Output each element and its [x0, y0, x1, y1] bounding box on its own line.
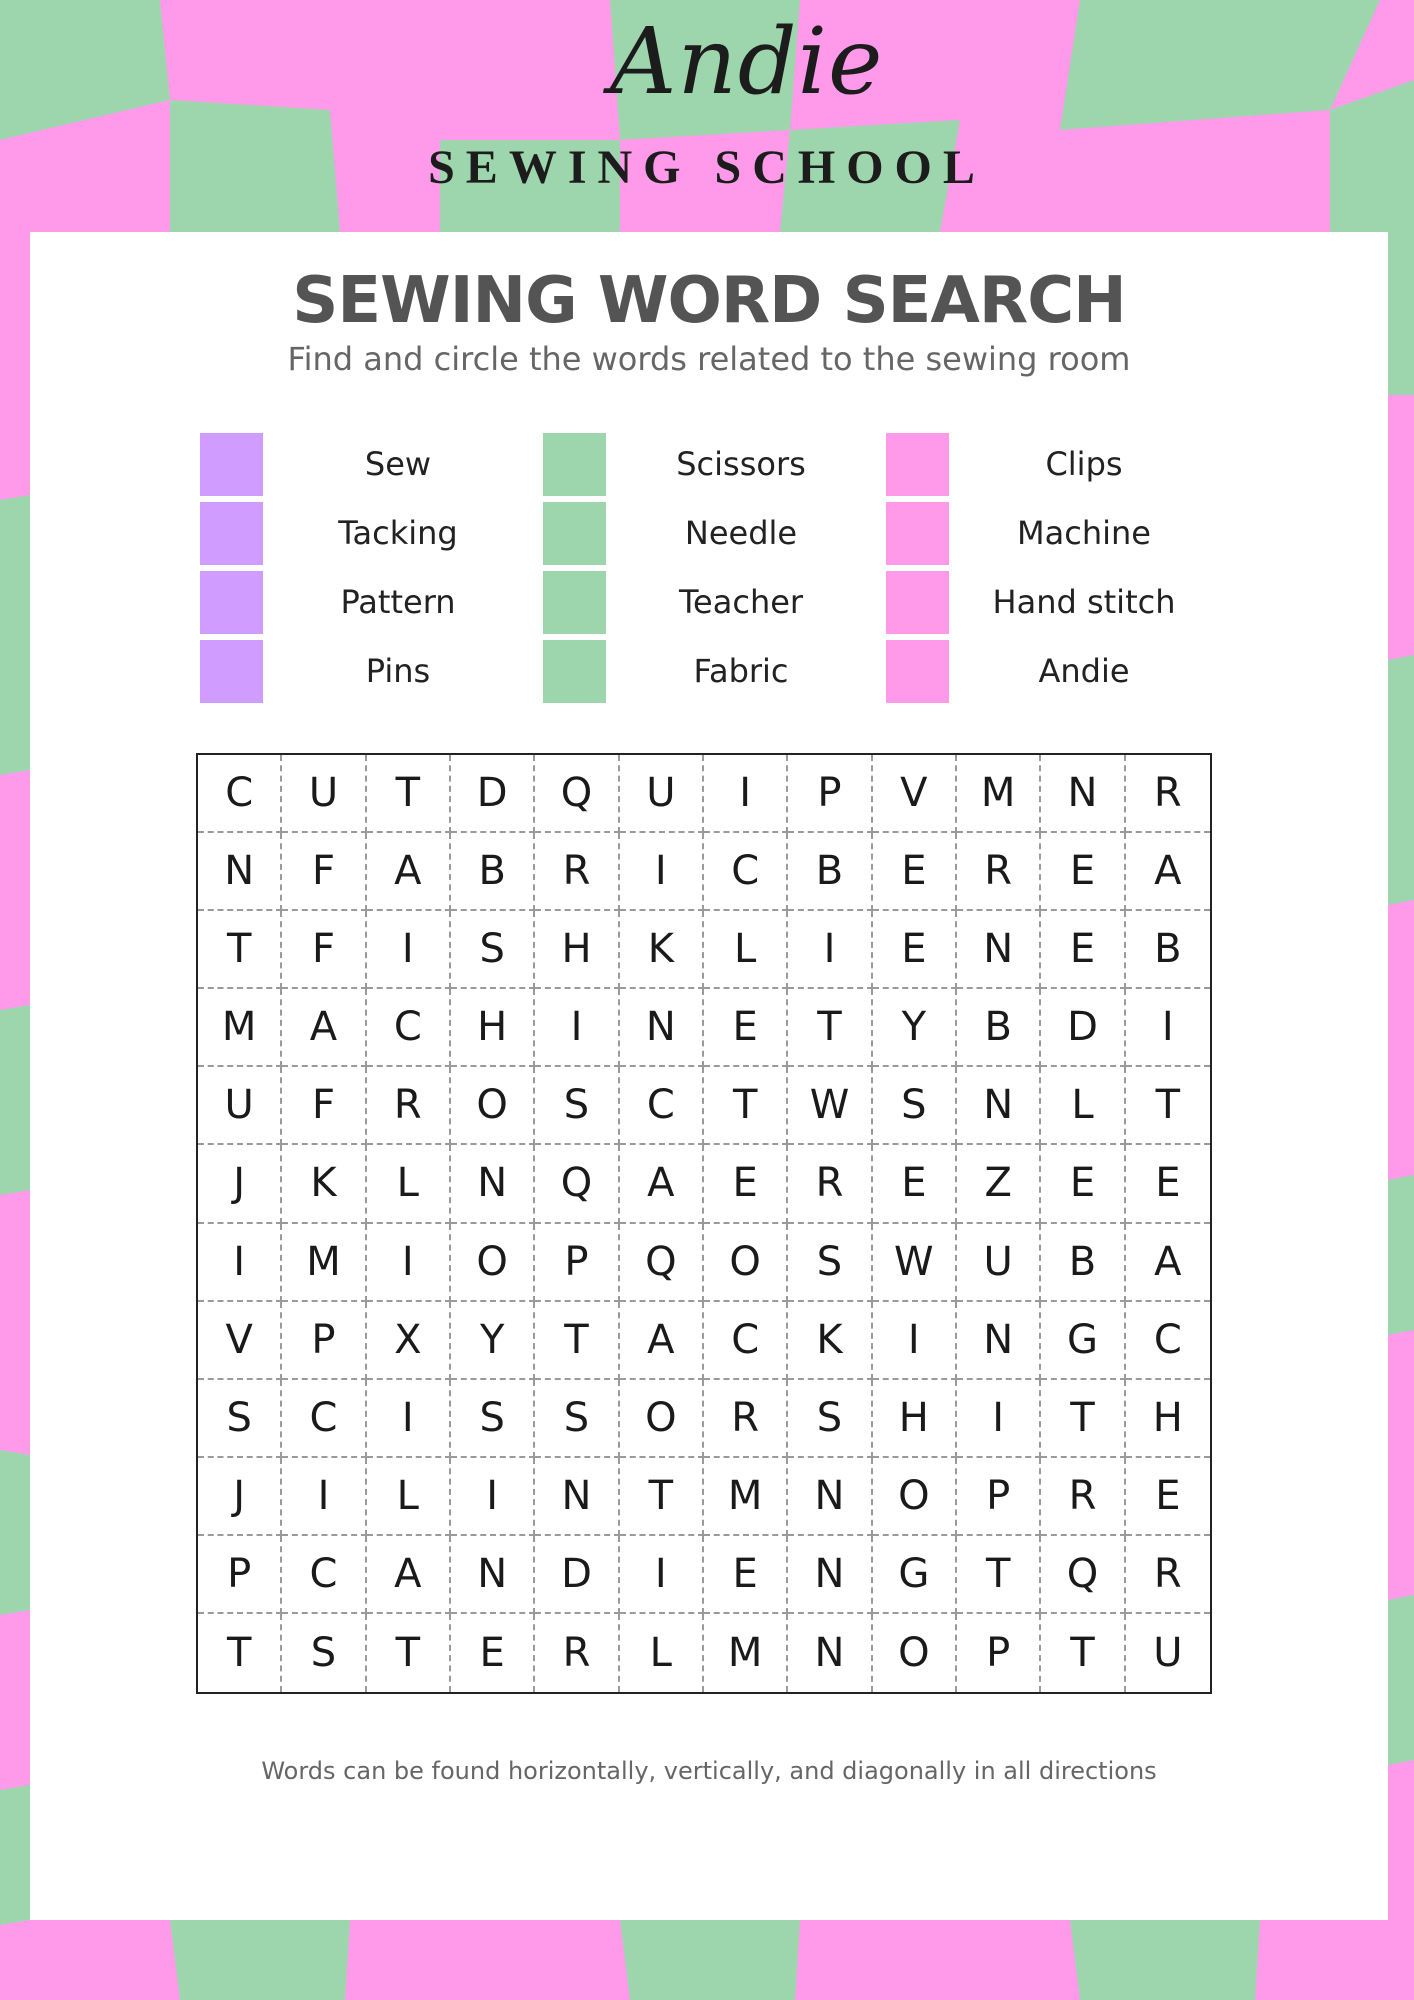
grid-cell[interactable]: T: [1041, 1380, 1125, 1458]
grid-cell[interactable]: R: [1041, 1458, 1125, 1536]
grid-cell[interactable]: J: [198, 1458, 282, 1536]
color-swatch[interactable]: [886, 502, 949, 565]
grid-cell[interactable]: G: [873, 1536, 957, 1614]
grid-cell[interactable]: K: [788, 1302, 872, 1380]
grid-cell[interactable]: T: [367, 1614, 451, 1692]
grid-cell[interactable]: I: [1126, 989, 1210, 1067]
grid-cell[interactable]: C: [704, 1302, 788, 1380]
word-list-item: [543, 502, 873, 571]
grid-cell[interactable]: M: [282, 1224, 366, 1302]
word-list-item: [543, 433, 873, 502]
grid-cell[interactable]: I: [367, 1224, 451, 1302]
grid-cell[interactable]: T: [957, 1536, 1041, 1614]
grid-cell[interactable]: G: [1041, 1302, 1125, 1380]
grid-cell[interactable]: S: [451, 911, 535, 989]
word-label: Clips: [1045, 445, 1123, 483]
grid-cell[interactable]: P: [535, 1224, 619, 1302]
brand-header: [0, 0, 1414, 230]
grid-cell[interactable]: T: [704, 1067, 788, 1145]
grid-cell[interactable]: T: [1126, 1067, 1210, 1145]
grid-cell[interactable]: B: [451, 833, 535, 911]
grid-cell[interactable]: T: [1041, 1614, 1125, 1692]
grid-cell[interactable]: N: [451, 1145, 535, 1223]
grid-cell[interactable]: N: [1041, 755, 1125, 833]
grid-cell[interactable]: C: [282, 1380, 366, 1458]
grid-cell[interactable]: E: [873, 1145, 957, 1223]
grid-cell[interactable]: C: [620, 1067, 704, 1145]
grid-cell[interactable]: C: [367, 989, 451, 1067]
grid-cell[interactable]: H: [535, 911, 619, 989]
grid-cell[interactable]: F: [282, 911, 366, 989]
grid-cell[interactable]: U: [1153, 1629, 1183, 1676]
word-label: Sew: [364, 445, 432, 483]
grid-cell[interactable]: D: [451, 755, 535, 833]
grid-cell[interactable]: T: [198, 911, 282, 989]
word-list-item: [200, 571, 530, 640]
word-list-item: [886, 433, 1216, 502]
grid-cell[interactable]: B: [1041, 1224, 1125, 1302]
color-swatch[interactable]: [200, 571, 263, 634]
grid-cell[interactable]: S: [788, 1224, 872, 1302]
grid-cell[interactable]: F: [282, 1067, 366, 1145]
word-label: Hand stitch: [992, 583, 1176, 621]
word-list-item: [200, 502, 530, 571]
grid-cell[interactable]: T: [198, 1614, 282, 1692]
grid-cell[interactable]: T: [788, 989, 872, 1067]
grid-cell[interactable]: R: [1126, 1536, 1210, 1614]
grid-cell[interactable]: V: [198, 1302, 282, 1380]
grid-cell[interactable]: O: [704, 1224, 788, 1302]
grid-cell[interactable]: M: [957, 755, 1041, 833]
grid-cell[interactable]: O: [873, 1614, 957, 1692]
grid-cell[interactable]: I: [873, 1302, 957, 1380]
grid-cell[interactable]: O: [451, 1224, 535, 1302]
grid-cell[interactable]: R: [535, 833, 619, 911]
grid-cell[interactable]: E: [873, 911, 957, 989]
grid-cell[interactable]: S: [451, 1380, 535, 1458]
grid-cell[interactable]: I: [704, 755, 788, 833]
grid-cell[interactable]: L: [704, 911, 788, 989]
grid-cell[interactable]: S: [535, 1067, 619, 1145]
grid-cell[interactable]: I: [620, 1536, 704, 1614]
grid-cell[interactable]: N: [620, 989, 704, 1067]
color-swatch[interactable]: [200, 640, 263, 703]
word-label: Teacher: [678, 583, 804, 621]
grid-cell[interactable]: V: [873, 755, 957, 833]
grid-cell[interactable]: E: [873, 833, 957, 911]
word-list-item: [543, 640, 873, 709]
grid-cell[interactable]: E: [1041, 833, 1125, 911]
grid-cell[interactable]: R: [788, 1145, 872, 1223]
grid-cell[interactable]: R: [535, 1614, 619, 1692]
word-label: Machine: [1017, 514, 1151, 552]
grid-cell[interactable]: H: [1126, 1380, 1210, 1458]
grid-cell[interactable]: N: [198, 833, 282, 911]
grid-cell[interactable]: M: [704, 1614, 788, 1692]
footer-note: Words can be found horizontally, vertically, and diagonally in all directions: [261, 1757, 1157, 1785]
grid-cell[interactable]: C: [704, 833, 788, 911]
grid-cell[interactable]: U: [620, 755, 704, 833]
grid-cell[interactable]: C: [198, 755, 282, 833]
grid-cell[interactable]: N: [957, 1302, 1041, 1380]
grid-cell[interactable]: P: [282, 1302, 366, 1380]
grid-cell[interactable]: Q: [535, 755, 619, 833]
grid-cell[interactable]: A: [1126, 833, 1210, 911]
grid-cell[interactable]: R: [704, 1380, 788, 1458]
grid-cell[interactable]: H: [451, 989, 535, 1067]
grid-cell[interactable]: O: [451, 1067, 535, 1145]
grid-cell[interactable]: L: [367, 1458, 451, 1536]
grid-cell[interactable]: R: [957, 833, 1041, 911]
color-swatch[interactable]: [200, 502, 263, 565]
grid-cell[interactable]: T: [535, 1302, 619, 1380]
word-list-item: [543, 571, 873, 640]
grid-cell[interactable]: M: [704, 1458, 788, 1536]
grid-cell[interactable]: N: [957, 911, 1041, 989]
word-label: Scissors: [676, 445, 806, 483]
color-swatch[interactable]: [886, 571, 949, 634]
color-swatch[interactable]: [543, 502, 606, 565]
grid-cell[interactable]: O: [873, 1458, 957, 1536]
grid-cell[interactable]: I: [282, 1458, 366, 1536]
grid-cell[interactable]: M: [198, 989, 282, 1067]
word-list-column: [200, 433, 530, 709]
page-title: SEWING WORD SEARCH: [292, 264, 1126, 338]
grid-cell[interactable]: A: [367, 833, 451, 911]
grid-cell[interactable]: E: [1041, 1145, 1125, 1223]
brand-school-name: SEWING SCHOOL: [428, 141, 986, 194]
grid-cell[interactable]: O: [620, 1380, 704, 1458]
grid-cell[interactable]: P: [957, 1458, 1041, 1536]
grid-cell[interactable]: I: [957, 1380, 1041, 1458]
word-list-item: [886, 502, 1216, 571]
grid-cell[interactable]: P: [957, 1614, 1041, 1692]
grid-cell[interactable]: P: [788, 755, 872, 833]
word-search-grid: [196, 753, 1212, 1694]
grid-cell[interactable]: E: [1126, 1145, 1210, 1223]
grid-cell[interactable]: E: [704, 1536, 788, 1614]
grid-cell[interactable]: S: [282, 1614, 366, 1692]
word-list-item: [886, 640, 1216, 709]
color-swatch[interactable]: [543, 640, 606, 703]
grid-cell[interactable]: N: [451, 1536, 535, 1614]
color-swatch[interactable]: [886, 433, 949, 496]
word-list-item: [200, 640, 530, 709]
word-label: Andie: [1038, 652, 1130, 690]
grid-cell[interactable]: R: [1126, 755, 1210, 833]
grid-cell[interactable]: W: [873, 1224, 957, 1302]
color-swatch[interactable]: [886, 640, 949, 703]
grid-cell[interactable]: I: [198, 1224, 282, 1302]
grid-cell[interactable]: Z: [957, 1145, 1041, 1223]
grid-cell[interactable]: W: [788, 1067, 872, 1145]
grid-cell[interactable]: E: [704, 1145, 788, 1223]
word-label: Fabric: [693, 652, 789, 690]
word-list-item: [200, 433, 530, 502]
grid-cell[interactable]: K: [620, 911, 704, 989]
color-swatch[interactable]: [543, 433, 606, 496]
grid-cell[interactable]: S: [788, 1380, 872, 1458]
grid-cell[interactable]: Q: [535, 1145, 619, 1223]
grid-cell[interactable]: P: [198, 1536, 282, 1614]
grid-cell[interactable]: U: [198, 1067, 282, 1145]
grid-cell[interactable]: U: [957, 1224, 1041, 1302]
grid-cell[interactable]: A: [620, 1145, 704, 1223]
grid-cell[interactable]: L: [620, 1614, 704, 1692]
word-label: Pins: [365, 652, 431, 690]
grid-cell[interactable]: D: [1041, 989, 1125, 1067]
grid-cell[interactable]: N: [788, 1614, 872, 1692]
grid-cell[interactable]: L: [367, 1145, 451, 1223]
word-label: Needle: [684, 514, 798, 552]
grid-cell[interactable]: S: [198, 1380, 282, 1458]
grid-cell[interactable]: N: [788, 1536, 872, 1614]
page-subtitle: Find and circle the words related to the sewing room: [287, 340, 1131, 378]
grid-cell[interactable]: D: [535, 1536, 619, 1614]
grid-cell[interactable]: I: [788, 911, 872, 989]
word-list-column: [886, 433, 1216, 709]
word-label: Pattern: [340, 583, 456, 621]
grid-cell[interactable]: I: [367, 1380, 451, 1458]
grid-cell[interactable]: B: [957, 989, 1041, 1067]
grid-cell[interactable]: T: [367, 755, 451, 833]
grid-cell[interactable]: T: [620, 1458, 704, 1536]
grid-cell[interactable]: X: [367, 1302, 451, 1380]
grid-cell[interactable]: S: [873, 1067, 957, 1145]
color-swatch[interactable]: [543, 571, 606, 634]
grid-cell[interactable]: E: [451, 1614, 535, 1692]
grid-cell[interactable]: C: [282, 1536, 366, 1614]
grid-cell[interactable]: Q: [1041, 1536, 1125, 1614]
grid-cell[interactable]: N: [788, 1458, 872, 1536]
grid-cell[interactable]: N: [957, 1067, 1041, 1145]
grid-cell[interactable]: B: [1126, 911, 1210, 989]
brand-script-logo: Andie: [610, 8, 884, 115]
grid-cell[interactable]: I: [367, 911, 451, 989]
grid-cell[interactable]: R: [367, 1067, 451, 1145]
word-label: Tacking: [338, 514, 458, 552]
worksheet: [30, 232, 1388, 1920]
grid-cell[interactable]: S: [535, 1380, 619, 1458]
grid-cell[interactable]: Y: [451, 1302, 535, 1380]
grid-cell[interactable]: A: [1126, 1224, 1210, 1302]
grid-cell[interactable]: E: [1126, 1458, 1210, 1536]
grid-cell[interactable]: B: [788, 833, 872, 911]
grid-cell[interactable]: Y: [873, 989, 957, 1067]
grid-cell[interactable]: U: [282, 755, 366, 833]
grid-cell[interactable]: E: [704, 989, 788, 1067]
grid-cell[interactable]: L: [1041, 1067, 1125, 1145]
grid-cell[interactable]: E: [1041, 911, 1125, 989]
grid-cell[interactable]: C: [1126, 1302, 1210, 1380]
grid-cell[interactable]: K: [282, 1145, 366, 1223]
grid-cell[interactable]: A: [282, 989, 366, 1067]
word-list-column: [543, 433, 873, 709]
grid-cell[interactable]: F: [282, 833, 366, 911]
grid-cell[interactable]: J: [198, 1145, 282, 1223]
grid-cell[interactable]: H: [873, 1380, 957, 1458]
grid-cell[interactable]: I: [451, 1458, 535, 1536]
grid-cell[interactable]: I: [535, 989, 619, 1067]
grid-cell[interactable]: A: [367, 1536, 451, 1614]
grid-cell[interactable]: I: [620, 833, 704, 911]
grid-cell[interactable]: N: [535, 1458, 619, 1536]
color-swatch[interactable]: [200, 433, 263, 496]
grid-cell[interactable]: A: [620, 1302, 704, 1380]
grid-cell[interactable]: Q: [620, 1224, 704, 1302]
word-list-item: [886, 571, 1216, 640]
